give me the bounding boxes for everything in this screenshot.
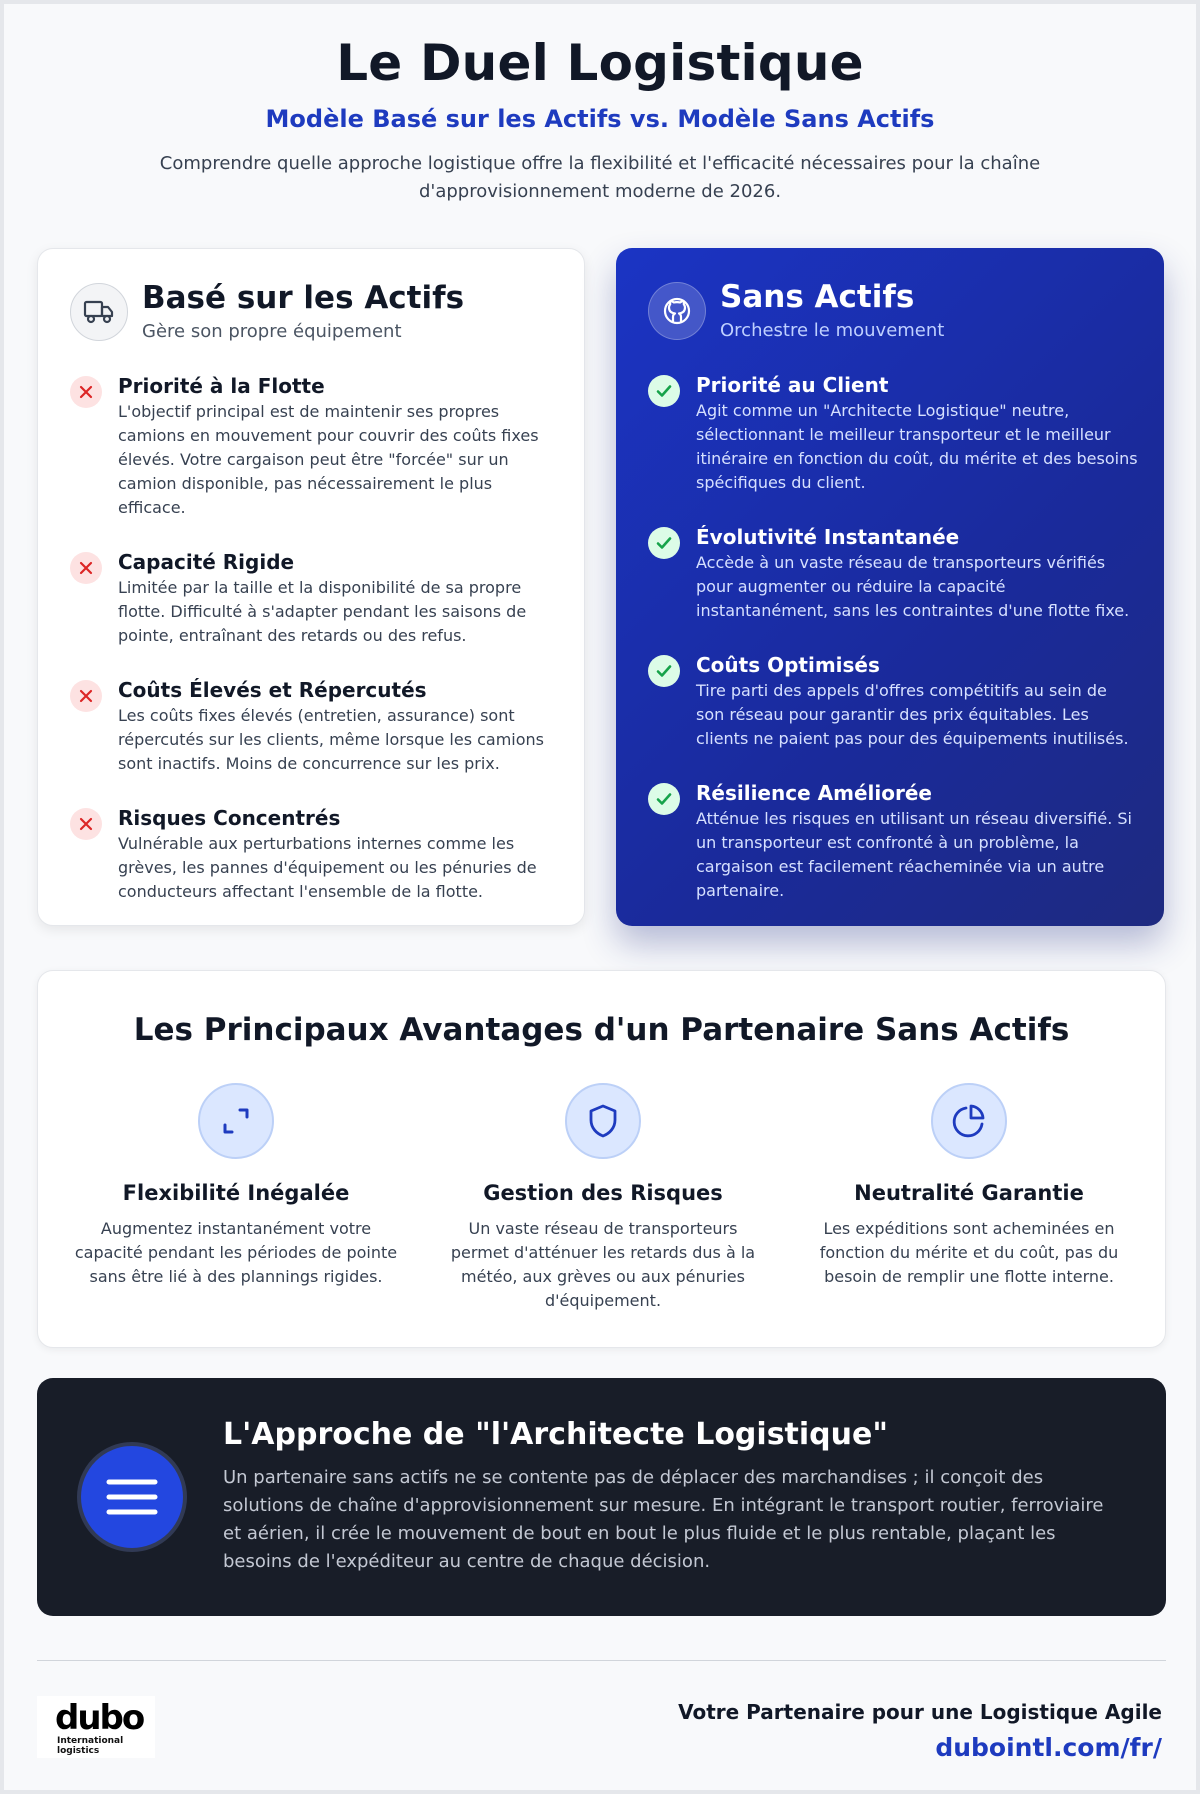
asset-based-title: Basé sur les Actifs [142, 280, 465, 316]
benefit-text: Les expéditions sont acheminées en fonction du mérite et du coût, pas du besoin de remplir une flotte interne. [819, 1219, 1119, 1286]
page-title: Le Duel Logistique [336, 34, 864, 92]
check-icon [648, 783, 680, 815]
item-text: Accède à un vaste réseau de transporteurs vérifiés pour augmenter ou réduire la capacité instantanément, sans les contraintes d'une flotte fixe. [696, 553, 1130, 620]
list-item [70, 677, 560, 776]
item-title: Résilience Améliorée [696, 781, 932, 805]
benefits-section [37, 970, 1166, 1348]
asset-based-header [70, 279, 464, 345]
pie-chart-icon [931, 1083, 1007, 1159]
x-mark-icon [70, 552, 102, 584]
list-item [648, 652, 1138, 751]
item-title: Capacité Rigide [118, 550, 295, 574]
menu-icon [77, 1442, 187, 1552]
check-icon [648, 527, 680, 559]
list-item [648, 780, 1138, 903]
x-mark-icon [70, 376, 102, 408]
item-text: Agit comme un "Architecte Logistique" neutre, sélectionnant le meilleur transporteur et le meilleur itinéraire en fonction du coût, du mérite et des besoins spécifiques du client. [696, 401, 1138, 492]
x-mark-icon [70, 808, 102, 840]
asset-based-subtitle: Gère son propre équipement [142, 321, 402, 342]
benefit-title: Flexibilité Inégalée [122, 1181, 350, 1205]
list-item [70, 373, 560, 520]
x-mark-icon [70, 680, 102, 712]
item-title: Risques Concentrés [118, 806, 341, 830]
asset-based-list [70, 373, 560, 904]
company-logo [37, 1696, 155, 1758]
logo-sub-line: International [57, 1736, 124, 1746]
benefit-card [71, 1083, 401, 1289]
footer-right [678, 1698, 1162, 1764]
architect-body: Un partenaire sans actifs ne se contente pas de déplacer des marchandises ; il conçoit des solutions de chaîne d'approvisionnement sur mesure. En intégrant le transport routier, ferroviaire et aérien, il crée le mouvement de bout en bout le plus fluide et le plus rentable, plaçant les besoins de l'expéditeur au centre de chaque décision. [223, 1467, 1104, 1572]
item-title: Priorité à la Flotte [118, 374, 325, 398]
list-item [70, 549, 560, 648]
footer-tagline: Votre Partenaire pour une Logistique Agile [678, 1700, 1162, 1724]
check-icon [648, 655, 680, 687]
footer-divider [37, 1660, 1166, 1661]
network-icon [648, 282, 706, 340]
item-title: Évolutivité Instantanée [696, 525, 960, 549]
logo-wordmark: dubo [55, 1698, 144, 1738]
benefit-text: Un vaste réseau de transporteurs permet d'atténuer les retards dus à la météo, aux grèves ou aux pénuries d'équipement. [450, 1219, 756, 1310]
list-item [70, 805, 560, 904]
architect-panel [37, 1378, 1166, 1616]
benefit-card [804, 1083, 1134, 1289]
item-text: Vulnérable aux perturbations internes comme les grèves, les pannes d'équipement ou les pénuries de conducteurs affectant l'ensemble de la flotte. [118, 834, 537, 901]
list-item [648, 524, 1138, 623]
item-text: Atténue les risques en utilisant un réseau diversifié. Si un transporteur est confronté à un problème, la cargaison est facilement réacheminée via un autre partenaire. [696, 809, 1132, 900]
footer-url-link[interactable]: dubointl.com/fr/ [935, 1733, 1162, 1762]
benefits-title: Les Principaux Avantages d'un Partenaire Sans Actifs [133, 1012, 1070, 1048]
shield-icon [565, 1083, 641, 1159]
item-title: Priorité au Client [696, 373, 889, 397]
header [4, 34, 1196, 206]
asset-light-title: Sans Actifs [720, 279, 915, 315]
asset-light-header [648, 278, 944, 344]
item-title: Coûts Élevés et Répercutés [118, 678, 427, 702]
benefit-title: Neutralité Garantie [854, 1181, 1084, 1205]
benefit-text: Augmentez instantanément votre capacité pendant les périodes de pointe sans être lié à des plannings rigides. [74, 1219, 398, 1286]
benefit-card [438, 1083, 768, 1313]
asset-light-subtitle: Orchestre le mouvement [720, 320, 945, 341]
asset-light-card [616, 248, 1164, 926]
asset-light-list [648, 372, 1138, 903]
benefit-title: Gestion des Risques [483, 1181, 723, 1205]
list-item [648, 372, 1138, 495]
check-icon [648, 375, 680, 407]
item-text: Les coûts fixes élevés (entretien, assurance) sont répercutés sur les clients, même lorsque les camions sont inactifs. Moins de concurrence sur les prix. [118, 706, 545, 773]
logo-sub-line: logistics [57, 1746, 100, 1756]
intro-text: Comprendre quelle approche logistique offre la flexibilité et l'efficacité nécessaires pour la chaîne d'approvisionnement moderne de 2026. [159, 153, 1041, 202]
truck-icon [70, 283, 128, 341]
logo-subtitle [57, 1736, 123, 1756]
item-text: L'objectif principal est de maintenir ses propres camions en mouvement pour couvrir des coûts fixes élevés. Votre cargaison peut être "forcée" sur un camion disponible, pas nécessairement le plus efficace. [118, 402, 539, 517]
expand-icon [198, 1083, 274, 1159]
page-subtitle: Modèle Basé sur les Actifs vs. Modèle Sans Actifs [265, 105, 935, 133]
architect-title: L'Approche de "l'Architecte Logistique" [223, 1417, 888, 1452]
infographic-page [4, 4, 1196, 1790]
item-text: Limitée par la taille et la disponibilité de sa propre flotte. Difficulté à s'adapter pendant les saisons de pointe, entraînant des retards ou des refus. [118, 578, 527, 645]
item-title: Coûts Optimisés [696, 653, 880, 677]
asset-based-card [37, 248, 585, 926]
item-text: Tire parti des appels d'offres compétitifs au sein de son réseau pour garantir des prix équitables. Les clients ne paient pas pour des équipements inutilisés. [696, 681, 1129, 748]
